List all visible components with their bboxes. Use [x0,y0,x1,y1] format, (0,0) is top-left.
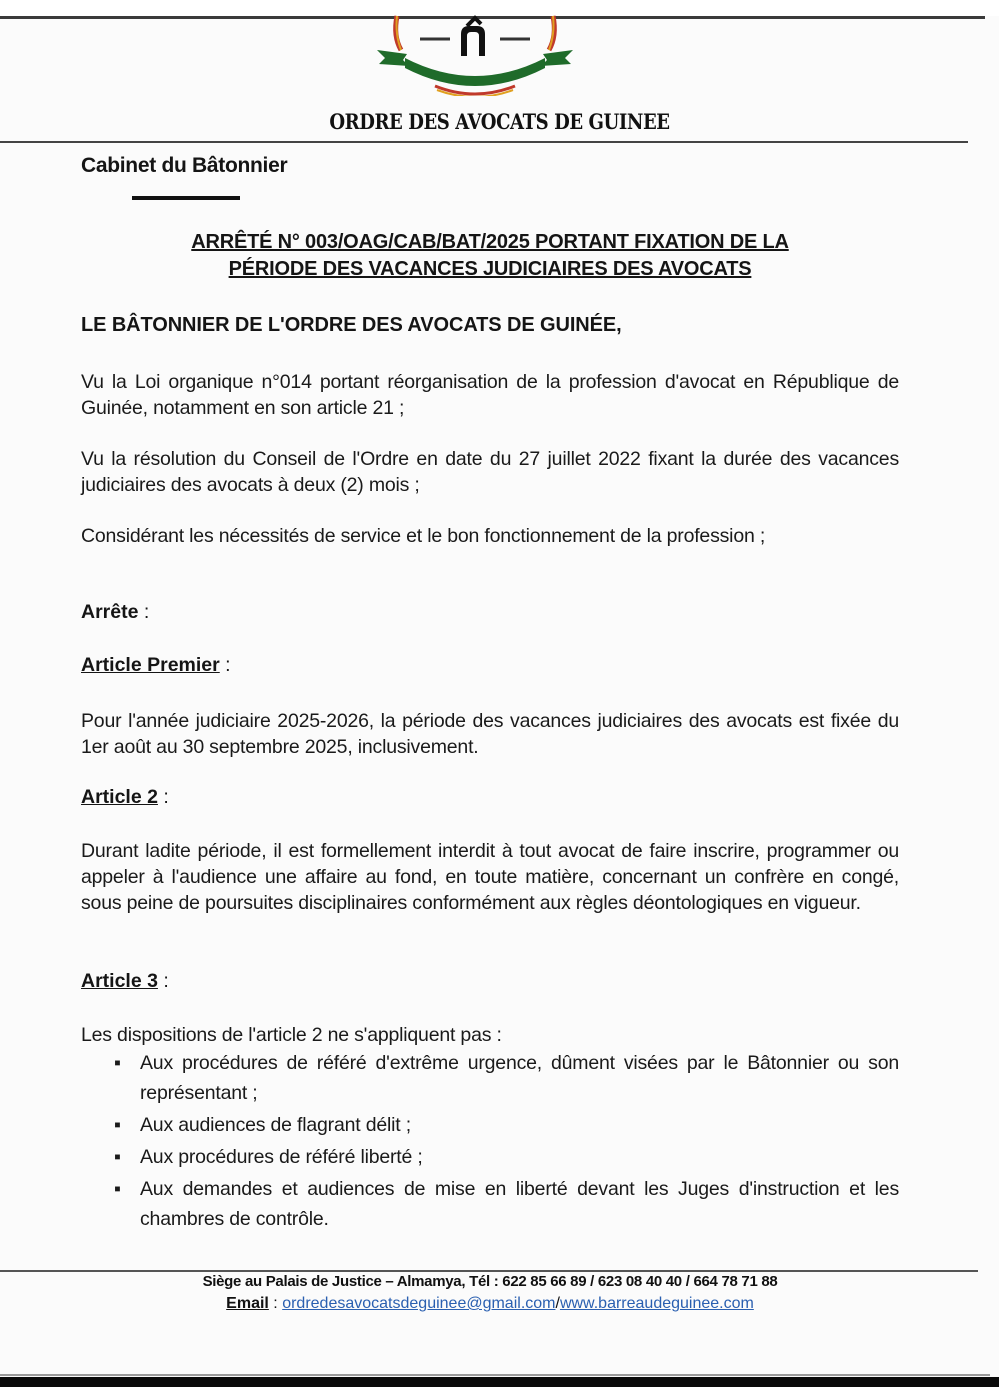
email-label: Email [226,1295,269,1312]
issuer-heading: LE BÂTONNIER DE L'ORDRE DES AVOCATS DE GUINÉE, [81,314,622,336]
decree-heading-colon: : [138,601,150,623]
logo-ribbon-right-tail [541,50,573,66]
bullet-icon: ▪ [114,1178,121,1200]
bar-association-logo [375,14,575,96]
list-item [81,1048,899,1108]
page-bottom-edge [0,1374,990,1376]
list-item-text: Aux demandes et audiences de mise en liberté devant les Juges d'instruction et les chambres de contrôle. [140,1178,899,1230]
logo-emblem-icon [461,26,485,56]
article-3-title: Article 3 [81,970,158,992]
cabinet-label: Cabinet du Bâtonnier [81,154,288,177]
organization-name: ORDRE DES AVOCATS DE GUINEE [329,109,670,134]
footer-address: Siège au Palais de Justice – Almamya, Tél : 622 85 66 89 / 623 08 40 40 / 664 78 71 88 [202,1273,778,1290]
article-2-title: Article 2 [81,786,158,808]
article-3-intro: Les dispositions de l'article 2 ne s'appliquent pas : [81,1024,502,1046]
article-2-heading [81,786,169,809]
article-2-colon: : [157,786,169,808]
footer-contact [0,1295,980,1313]
logo-ribbon [405,58,545,86]
header-divider [0,141,968,143]
article-1-text: Pour l'année judiciaire 2025-2026, la période des vacances judiciaires des avocats est fixée du 1er août au 30 septembre 2025, inclusivement. [81,710,899,758]
decree-title [100,229,880,283]
bullet-icon: ▪ [114,1052,121,1074]
list-item [81,1110,899,1140]
decree-heading [81,601,149,624]
website-link[interactable]: www.barreaudeguinee.com [559,1295,754,1312]
email-link[interactable]: ordredesavocatsdeguinee@gmail.com [282,1295,556,1312]
recital-resolution: Vu la résolution du Conseil de l'Ordre en date du 27 juillet 2022 fixant la durée des vacances judiciaires des avocats à deux (2) mois ; [81,448,899,496]
bullet-icon: ▪ [114,1146,121,1168]
recital-considering: Considérant les nécessités de service et le bon fonctionnement de la profession ; [81,525,766,547]
footer-divider [0,1270,978,1272]
link-separator: / [555,1295,560,1312]
decree-title-line-2: PÉRIODE DES VACANCES JUDICIAIRES DES AVOCATS [228,258,752,280]
list-item-text: Aux procédures de référé d'extrême urgence, dûment visées par le Bâtonnier ou son représentant ; [140,1052,899,1104]
logo-emblem-top [467,18,481,26]
logo-ribbon-left-tail [377,50,409,66]
list-item-text: Aux audiences de flagrant délit ; [140,1114,411,1136]
list-item-text: Aux procédures de référé liberté ; [140,1146,423,1168]
cabinet-underline [132,196,240,200]
bullet-icon: ▪ [114,1114,121,1136]
decree-heading-label: Arrête [81,601,139,623]
article-2-text: Durant ladite période, il est formellement interdit à tout avocat de faire inscrire, programmer ou appeler à l'audience une affaire au fond, en toute matière, concernant un confrère en congé, sous peine de poursuites disciplinaires conformément aux règles déontologiques en vigueur. [81,840,899,914]
email-separator: : [268,1295,283,1312]
list-item [81,1174,899,1234]
article-3-heading [81,970,169,993]
article-3-exceptions-list [81,1048,899,1236]
list-item [81,1142,899,1172]
article-3-colon: : [157,970,169,992]
article-1-title: Article Premier [81,654,220,676]
decree-title-line-1: ARRÊTÉ N° 003/OAG/CAB/BAT/2025 PORTANT FIXATION DE LA [191,231,789,253]
recital-law: Vu la Loi organique n°014 portant réorganisation de la profession d'avocat en République de Guinée, notamment en son article 21 ; [81,371,899,419]
article-1-heading [81,654,231,677]
bottom-dark-band [0,1377,999,1387]
article-1-colon: : [219,654,231,676]
